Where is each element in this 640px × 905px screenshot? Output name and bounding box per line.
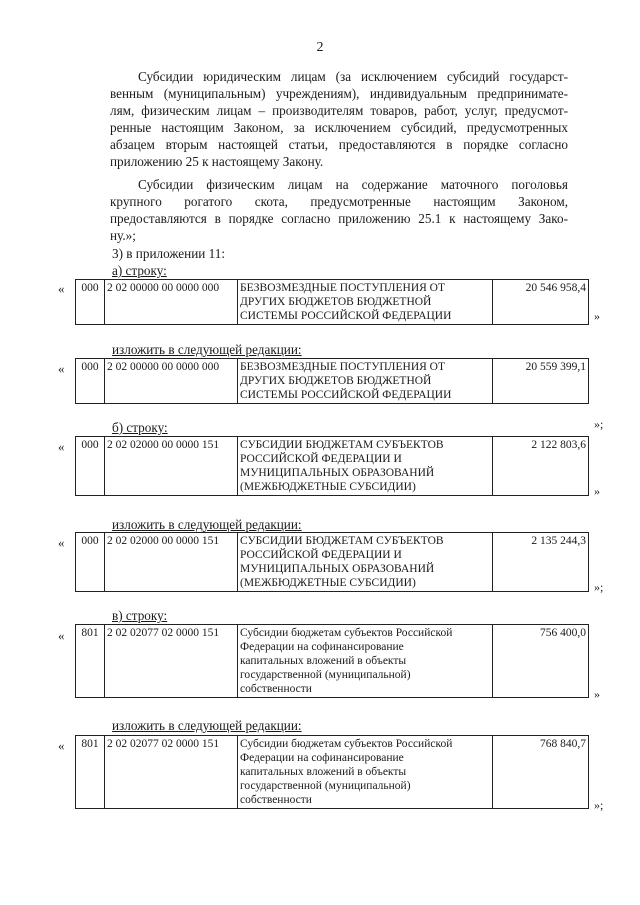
block-heading: б) строку: bbox=[112, 420, 168, 435]
name-line: (МЕЖБЮДЖЕТНЫЕ СУБСИДИИ) bbox=[240, 577, 416, 589]
budget-class-code: 2 02 02077 02 0000 151 bbox=[105, 625, 238, 698]
name-line: капитальных вложений в объекты bbox=[240, 655, 407, 667]
name-line: СИСТЕМЫ РОССИЙСКОЙ ФЕДЕРАЦИИ bbox=[240, 389, 452, 401]
admin-code: 000 bbox=[76, 280, 105, 325]
paragraph-subsidies-individuals bbox=[110, 176, 568, 244]
close-quote: »; bbox=[594, 798, 604, 812]
name-line: ДРУГИХ БЮДЖЕТОВ БЮДЖЕТНОЙ bbox=[240, 375, 432, 387]
text-line: Субсидии физическим лицам на содержание маточного поголовья bbox=[138, 177, 568, 192]
amount: 768 840,7 bbox=[493, 736, 589, 809]
budget-row-table bbox=[75, 279, 589, 325]
name-line: собственности bbox=[240, 683, 312, 695]
name-line: собственности bbox=[240, 794, 312, 806]
name-line: Субсидии бюджетам субъектов Российской bbox=[240, 738, 453, 750]
budget-row-table bbox=[75, 436, 589, 496]
name-line: МУНИЦИПАЛЬНЫХ ОБРАЗОВАНИЙ bbox=[240, 563, 435, 575]
text-line: ренные настоящим Законом, за исключением субсидий, предусмотренных bbox=[110, 120, 568, 135]
admin-code: 000 bbox=[76, 359, 105, 404]
amount: 756 400,0 bbox=[493, 625, 589, 698]
name-line: СУБСИДИИ БЮДЖЕТАМ СУБЪЕКТОВ bbox=[240, 535, 444, 547]
budget-class-code: 2 02 00000 00 0000 000 bbox=[105, 280, 238, 325]
amount: 20 546 958,4 bbox=[493, 280, 589, 325]
text-line: крупного рогатого скота, предусмотренные настоящим Законом, bbox=[110, 194, 568, 209]
admin-code: 000 bbox=[76, 533, 105, 592]
close-quote: » bbox=[594, 687, 600, 701]
block-heading: в) строку: bbox=[112, 608, 168, 623]
amount: 2 122 803,6 bbox=[493, 437, 589, 496]
amount: 20 559 399,1 bbox=[493, 359, 589, 404]
revenue-name bbox=[238, 437, 493, 496]
revenue-name bbox=[238, 533, 493, 592]
budget-row-table bbox=[75, 358, 589, 404]
name-line: БЕЗВОЗМЕЗДНЫЕ ПОСТУПЛЕНИЯ ОТ bbox=[240, 361, 445, 373]
amount: 2 135 244,3 bbox=[493, 533, 589, 592]
close-quote: » bbox=[594, 484, 600, 498]
budget-class-code: 2 02 00000 00 0000 000 bbox=[105, 359, 238, 404]
open-quote: « bbox=[58, 361, 65, 376]
block-heading: а) строку: bbox=[112, 263, 167, 278]
budget-class-code: 2 02 02077 02 0000 151 bbox=[105, 736, 238, 809]
open-quote: « bbox=[58, 535, 65, 550]
name-line: (МЕЖБЮДЖЕТНЫЕ СУБСИДИИ) bbox=[240, 481, 416, 493]
name-line: СУБСИДИИ БЮДЖЕТАМ СУБЪЕКТОВ bbox=[240, 439, 444, 451]
name-line: капитальных вложений в объекты bbox=[240, 766, 407, 778]
close-quote: »; bbox=[594, 417, 604, 431]
block-heading: изложить в следующей редакции: bbox=[112, 517, 302, 532]
close-quote: » bbox=[594, 309, 600, 323]
name-line: Субсидии бюджетам субъектов Российской bbox=[240, 627, 453, 639]
name-line: Федерации на софинансирование bbox=[240, 752, 404, 764]
name-line: государственной (муниципальной) bbox=[240, 669, 411, 681]
open-quote: « bbox=[58, 738, 65, 753]
text-line: предоставляются в порядке согласно приложению 25.1 к настоящему Зако- bbox=[110, 211, 568, 226]
page-number: 2 bbox=[316, 40, 324, 55]
name-line: СИСТЕМЫ РОССИЙСКОЙ ФЕДЕРАЦИИ bbox=[240, 310, 452, 322]
name-line: МУНИЦИПАЛЬНЫХ ОБРАЗОВАНИЙ bbox=[240, 467, 435, 479]
name-line: БЕЗВОЗМЕЗДНЫЕ ПОСТУПЛЕНИЯ ОТ bbox=[240, 282, 445, 294]
admin-code: 801 bbox=[76, 625, 105, 698]
budget-row-table bbox=[75, 735, 589, 809]
admin-code: 000 bbox=[76, 437, 105, 496]
name-line: государственной (муниципальной) bbox=[240, 780, 411, 792]
revenue-name bbox=[238, 359, 493, 404]
budget-row-table bbox=[75, 624, 589, 698]
text-line: Субсидии юридическим лицам (за исключением субсидий государст- bbox=[138, 69, 568, 84]
budget-row-table bbox=[75, 532, 589, 592]
revenue-name bbox=[238, 280, 493, 325]
text-line: ну.»; bbox=[110, 228, 136, 243]
admin-code: 801 bbox=[76, 736, 105, 809]
name-line: Федерации на софинансирование bbox=[240, 641, 404, 653]
name-line: РОССИЙСКОЙ ФЕДЕРАЦИИ И bbox=[240, 453, 402, 465]
block-heading: изложить в следующей редакции: bbox=[112, 718, 302, 733]
name-line: РОССИЙСКОЙ ФЕДЕРАЦИИ И bbox=[240, 549, 402, 561]
block-heading: изложить в следующей редакции: bbox=[112, 342, 302, 357]
text-line: венным (муниципальным) учреждениям), индивидуальным предпринимате- bbox=[110, 86, 568, 101]
text-line: абзацем вторым настоящей статьи, предоставляются в порядке согласно bbox=[110, 137, 568, 152]
close-quote: »; bbox=[594, 580, 604, 594]
text-line: лям, физическим лицам – производителям товаров, работ, услуг, предусмот- bbox=[110, 103, 568, 118]
item-3-heading: 3) в приложении 11: bbox=[112, 246, 225, 261]
budget-class-code: 2 02 02000 00 0000 151 bbox=[105, 437, 238, 496]
name-line: ДРУГИХ БЮДЖЕТОВ БЮДЖЕТНОЙ bbox=[240, 296, 432, 308]
open-quote: « bbox=[58, 281, 65, 296]
budget-class-code: 2 02 02000 00 0000 151 bbox=[105, 533, 238, 592]
paragraph-subsidies-legal-entities bbox=[110, 68, 568, 170]
open-quote: « bbox=[58, 628, 65, 643]
text-line: приложению 25 к настоящему Закону. bbox=[110, 154, 324, 169]
revenue-name bbox=[238, 736, 493, 809]
revenue-name bbox=[238, 625, 493, 698]
open-quote: « bbox=[58, 439, 65, 454]
